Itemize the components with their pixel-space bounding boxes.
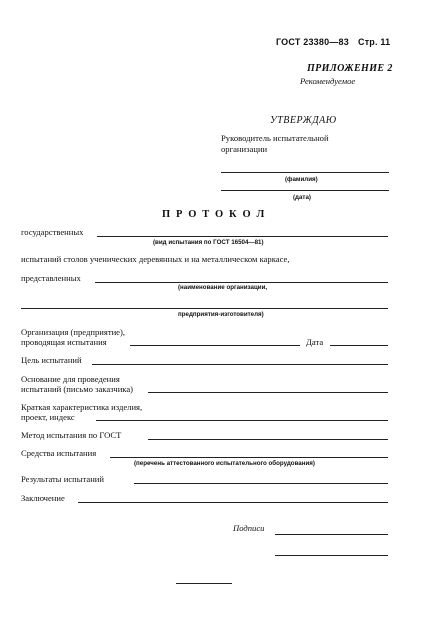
org-label-1: Организация (предприятие), [21,327,126,337]
date-line [330,345,388,346]
manufacturer-line [21,308,388,309]
conclusion-label: Заключение [21,493,65,503]
subject-text: испытаний столов ученических деревянных и на металлическом каркасе, [21,254,290,264]
signatures-label: Подписи [233,523,265,533]
basis-label-2: испытаний (письмо заказчика) [21,384,134,394]
page-number: Стр. 11 [358,37,391,47]
presented-line [95,282,388,283]
approval-line-1: Руководитель испытательной [221,133,329,143]
standard-number: ГОСТ 23380—83 [276,37,349,47]
results-line [134,483,388,484]
description-label-2: проект, индекс [21,412,75,422]
org-caption: (наименование организации, [178,284,268,291]
signature-line-1 [275,534,388,535]
approval-date-caption: (дата) [293,194,311,201]
date-line-approval [221,190,389,191]
description-line [96,420,388,421]
means-caption: (перечень аттестованного испытательного оборудования) [134,460,315,467]
org-label-2: проводящая испытания [21,337,107,347]
appendix-note: Рекомендуемое [300,76,356,86]
state-label: государственных [21,227,84,237]
means-line [110,457,388,458]
footer-separator [176,583,232,584]
results-label: Результаты испытаний [21,474,104,484]
purpose-label: Цель испытаний [21,355,82,365]
means-label: Средства испытания [21,448,97,458]
purpose-line [92,364,388,365]
conclusion-line [78,502,388,503]
signature-line-2 [275,555,388,556]
basis-line [148,392,388,393]
test-kind-caption: (вид испытания по ГОСТ 16504—81) [153,239,264,246]
presented-label: представленных [21,273,81,283]
org-line [130,345,300,346]
surname-caption: (фамилия) [285,176,318,183]
test-kind-line [97,236,388,237]
protocol-title: П Р О Т О К О Л [162,209,266,220]
manufacturer-caption: предприятия-изготовителя) [178,311,264,318]
surname-line [221,172,389,173]
basis-label-1: Основание для проведения [21,374,120,384]
approval-title: УТВЕРЖДАЮ [270,115,337,126]
description-label-1: Краткая характеристика изделия, [21,402,143,412]
appendix-title: ПРИЛОЖЕНИЕ 2 [307,63,393,74]
date-label: Дата [306,337,324,347]
method-line [148,439,388,440]
approval-line-2: организации [221,144,268,154]
method-label: Метод испытания по ГОСТ [21,430,122,440]
